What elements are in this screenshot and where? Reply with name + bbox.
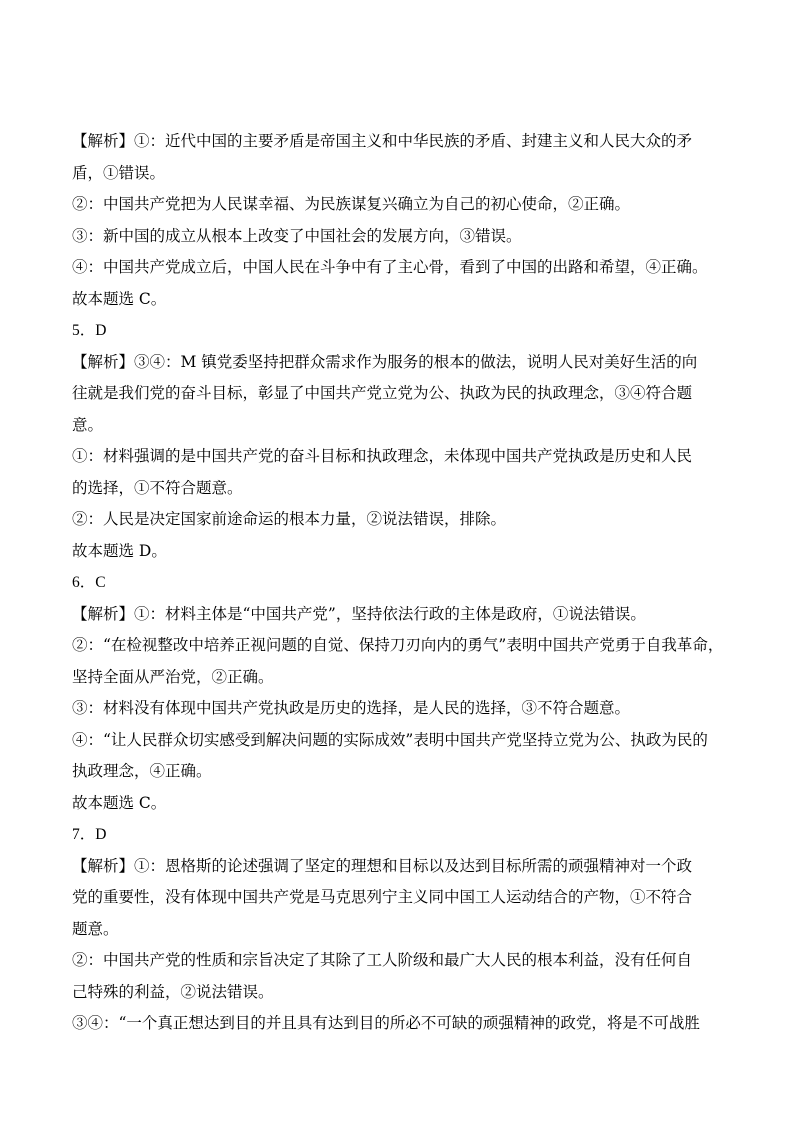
text-line: 故本题选 D。 bbox=[72, 541, 167, 560]
paragraph bbox=[72, 693, 724, 725]
text-line: ③：新中国的成立从根本上改变了中国社会的发展方向，③错误。 bbox=[72, 226, 522, 245]
question-number bbox=[72, 819, 724, 851]
text-line: 坚持全面从严治党，②正确。 bbox=[72, 667, 274, 686]
paragraph bbox=[72, 630, 724, 693]
paragraph bbox=[72, 441, 724, 504]
text-line: 执政理念，④正确。 bbox=[72, 762, 212, 780]
text-line: 己特殊的利益，②说法错误。 bbox=[72, 982, 274, 1001]
text-line: ④：“让人民群众切实感受到解决问题的实际成效”表明中国共产党坚持立党为公、执政为民的 bbox=[72, 730, 708, 749]
paragraph bbox=[72, 725, 724, 788]
paragraph bbox=[72, 1008, 724, 1040]
text-line: 【解析】①：恩格斯的论述强调了坚定的理想和目标以及达到目标所需的顽强精神对一个政 bbox=[72, 856, 693, 875]
text-line: ②：人民是决定国家前途命运的根本力量，②说法错误，排除。 bbox=[72, 510, 507, 528]
text-line: 盾，①错误。 bbox=[72, 163, 166, 182]
text-line: 5．D bbox=[72, 322, 107, 339]
paragraph bbox=[72, 599, 724, 631]
text-line: 7．D bbox=[72, 826, 107, 843]
text-line: 6．C bbox=[72, 574, 106, 591]
paragraph bbox=[72, 221, 724, 253]
paragraph bbox=[72, 536, 724, 568]
paragraph bbox=[72, 945, 724, 1008]
text-line: 故本题选 C。 bbox=[72, 289, 167, 308]
text-line: ②：“在检视整改中培养正视问题的自觉、保持刀刃向内的勇气”表明中国共产党勇于自我革命， bbox=[72, 636, 724, 654]
question-number bbox=[72, 567, 724, 599]
paragraph bbox=[72, 284, 724, 316]
text-line: ③④：“一个真正想达到目的并且具有达到目的所必不可缺的顽强精神的政党，将是不可战胜 bbox=[72, 1014, 700, 1032]
text-line: ②：中国共产党把为人民谋幸福、为民族谋复兴确立为自己的初心使命，②正确。 bbox=[72, 195, 631, 213]
text-line: 的选择，①不符合题意。 bbox=[72, 478, 243, 497]
paragraph bbox=[72, 189, 724, 221]
paragraph bbox=[72, 252, 724, 284]
text-line: 【解析】①：近代中国的主要矛盾是帝国主义和中华民族的矛盾、封建主义和人民大众的矛 bbox=[72, 132, 693, 150]
text-line: 【解析】③④：M 镇党委坚持把群众需求作为服务的根本的做法，说明人民对美好生活的向 bbox=[72, 352, 698, 371]
paragraph bbox=[72, 347, 724, 442]
text-line: 【解析】①：材料主体是“中国共产党”，坚持依法行政的主体是政府，①说法错误。 bbox=[72, 604, 646, 623]
answer-analysis-text bbox=[72, 126, 724, 1040]
text-line: 意。 bbox=[72, 415, 104, 434]
text-line: 故本题选 C。 bbox=[72, 793, 167, 812]
paragraph bbox=[72, 788, 724, 820]
text-line: ②：中国共产党的性质和宗旨决定了其除了工人阶级和最广大人民的根本利益，没有任何自 bbox=[72, 951, 693, 969]
text-line: ③：材料没有体现中国共产党执政是历史的选择，是人民的选择，③不符合题意。 bbox=[72, 699, 631, 717]
text-line: ①：材料强调的是中国共产党的奋斗目标和执政理念，未体现中国共产党执政是历史和人民 bbox=[72, 447, 693, 465]
text-line: 题意。 bbox=[72, 919, 119, 938]
text-line: 往就是我们党的奋斗目标，彰显了中国共产党立党为公、执政为民的执政理念，③④符合题 bbox=[72, 384, 693, 402]
paragraph bbox=[72, 851, 724, 946]
paragraph bbox=[72, 504, 724, 536]
text-line: ④：中国共产党成立后，中国人民在斗争中有了主心骨，看到了中国的出路和希望，④正确。 bbox=[72, 258, 708, 276]
text-line: 党的重要性，没有体现中国共产党是马克思列宁主义同中国工人运动结合的产物，①不符合 bbox=[72, 888, 693, 906]
paragraph bbox=[72, 126, 724, 189]
question-number bbox=[72, 315, 724, 347]
